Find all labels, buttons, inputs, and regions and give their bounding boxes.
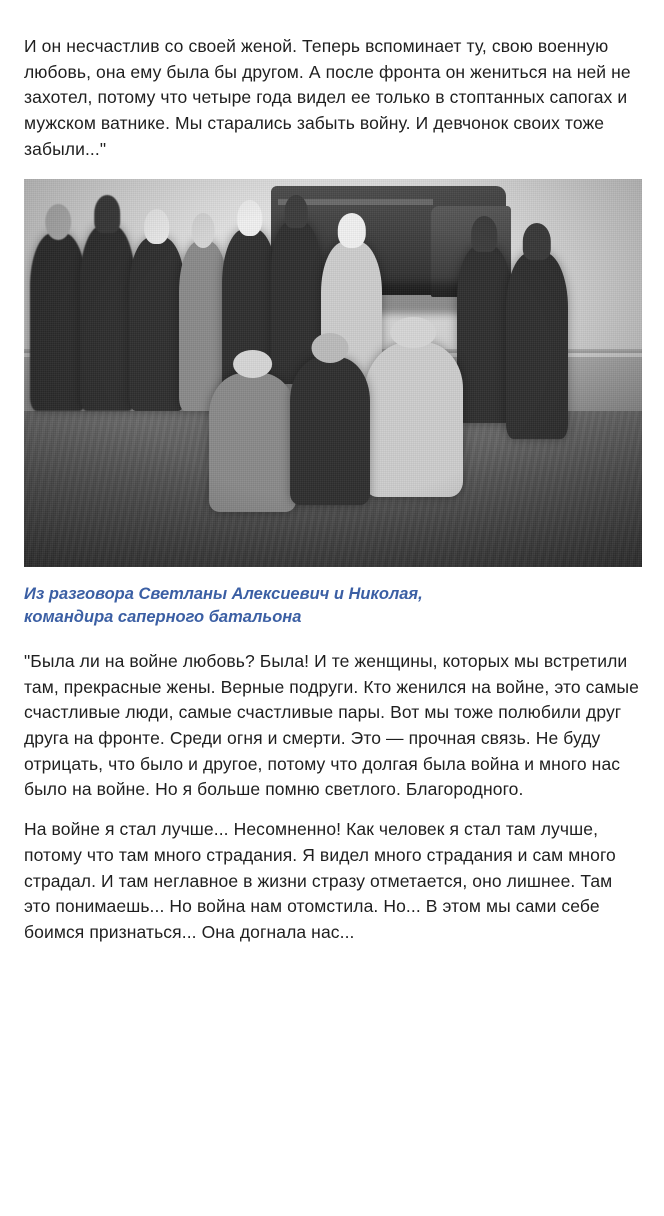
figure-head: [95, 195, 121, 232]
figure-head: [523, 223, 551, 260]
figure-head: [337, 213, 365, 247]
figure-head: [391, 317, 436, 348]
photo-figure-nurse: [364, 342, 463, 497]
article-photo: [24, 179, 642, 567]
figure-head: [233, 350, 273, 378]
photo-figure: [30, 233, 86, 411]
photo-figure: [129, 237, 185, 412]
caption-line-2: командира саперного батальона: [24, 607, 302, 626]
figure-head: [144, 209, 170, 244]
photo-figure: [80, 225, 136, 411]
figure-head: [472, 216, 498, 252]
paragraph: И он несчастлив со своей женой. Теперь вспоминает ту, свою военную любовь, она ему была бы другом. А после фронта он жениться на ней не захотел, потому что четыре года видел ее только в стоптанных сапогах и мужском ватнике. Мы старались забыть войну. И девчонок своих тоже забыли...": [24, 36, 631, 159]
photo-figure: [457, 245, 513, 423]
figure-head: [237, 200, 263, 236]
photo-figure-wounded: [209, 373, 296, 513]
paragraph: "Была ли на войне любовь? Была! И те женщины, которых мы встретили там, прекрасные жены. Верные подруги. Кто женился на войне, это самые счастливые люди, самые счастливые пары. Вот мы тоже полюбили друг друга на фронте. Среди огня и смерти. Это — прочная связь. Не буду отрицать, что было и другое, потому что долгая была война и много нас было на войне. Но я больше помню светлого. Благородного.: [24, 650, 639, 800]
photo-image: [24, 179, 642, 567]
figure-head: [45, 204, 71, 240]
caption-line-1: Из разговора Светланы Алексиевич и Николая,: [24, 584, 423, 603]
photo-figure: [506, 252, 568, 438]
photo-caption: [24, 583, 642, 629]
quote-text-block: [24, 649, 642, 946]
intro-text-block: [24, 34, 642, 163]
paragraph: На войне я стал лучше... Несомненно! Как человек я стал там лучше, потому что там много страдания. Я видел много страдания и сам много страдал. И там неглавное в жизни стразу отметается, оно лишнее. Там это понимаешь... Но война нам отомстила. Но... В этом мы сами себе боимся признаться... Она догнала нас...: [24, 819, 616, 942]
photo-figure: [290, 357, 370, 504]
figure-head: [285, 195, 308, 228]
figure-head: [311, 333, 348, 362]
figure-head: [192, 213, 215, 247]
